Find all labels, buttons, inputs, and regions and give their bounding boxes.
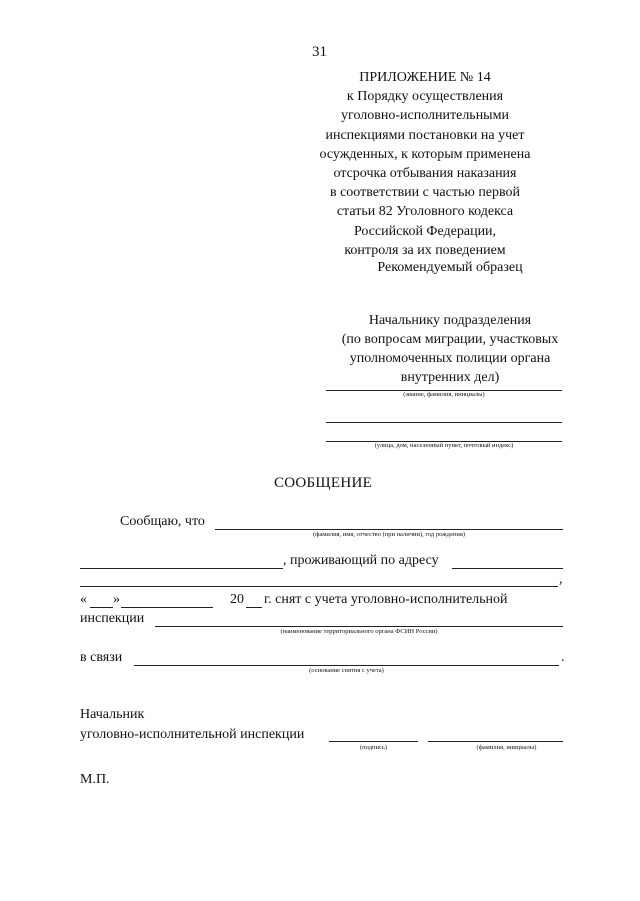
recipient-line: внутренних дел)	[400, 370, 500, 385]
removal-text: г. снят с учета уголовно-исполнительной	[264, 592, 508, 607]
living-text: , проживающий по адресу	[283, 553, 439, 568]
appendix-line: уголовно-исполнительными	[341, 108, 509, 124]
signer-name-caption: (фамилия, инициалы)	[476, 744, 537, 751]
signature-caption: (подпись)	[360, 744, 387, 751]
day-line[interactable]	[90, 607, 113, 608]
signature-title: Начальник	[80, 707, 145, 722]
appendix-header	[300, 68, 550, 260]
recipient-address-caption: (улица, дом, населенный пункт, почтовый индекс)	[374, 442, 514, 449]
reason-period: .	[561, 650, 565, 665]
appendix-line: осужденных, к которым применена	[319, 146, 531, 162]
quote-open: «	[80, 592, 87, 607]
address-line-1[interactable]	[452, 568, 563, 569]
signature-title-2: уголовно-исполнительной инспекции	[80, 727, 305, 742]
appendix-line: контроля за их поведением	[344, 242, 506, 258]
appendix-line: отсрочка отбывания наказания	[333, 166, 517, 182]
reason-line[interactable]	[134, 665, 559, 666]
address-line-2[interactable]	[80, 586, 558, 587]
document-title: СООБЩЕНИЕ	[273, 475, 373, 491]
reason-prefix: в связи	[80, 650, 123, 665]
appendix-title: ПРИЛОЖЕНИЕ № 14	[359, 70, 491, 85]
appendix-line: статьи 82 Уголовного кодекса	[336, 204, 514, 220]
inspection-word: инспекции	[80, 611, 145, 626]
person-caption: (фамилия, имя, отчество (при наличии), год рождения)	[312, 531, 465, 538]
address-comma: ,	[559, 572, 563, 587]
quote-close: »	[113, 592, 120, 607]
recipient-line: (по вопросам миграции, участковых	[341, 332, 559, 347]
appendix-line: инспекциями постановки на учет	[325, 127, 525, 143]
month-line[interactable]	[121, 607, 213, 608]
appendix-line: к Порядку осуществления	[346, 89, 504, 105]
sample-label: Рекомендуемый образец	[377, 260, 523, 275]
year-prefix: 20	[230, 592, 244, 607]
recipient-line: уполномоченных полиции органа	[349, 351, 551, 366]
person-continuation-line[interactable]	[80, 568, 283, 569]
report-prefix: Сообщаю, что	[120, 514, 205, 529]
appendix-line: в соответствии с частью первой	[329, 185, 521, 201]
recipient-line: Начальнику подразделения	[368, 313, 532, 328]
page-number: 31	[312, 44, 327, 60]
reason-caption: (основание снятия с учета)	[309, 667, 384, 674]
signer-name-line[interactable]	[428, 741, 563, 742]
year-line[interactable]	[246, 607, 262, 608]
recipient-block	[325, 311, 575, 387]
appendix-line: Российской Федерации,	[353, 223, 497, 239]
organ-caption: (наименование территориального органа ФСИН России)	[280, 628, 438, 635]
recipient-name-caption: (звание, фамилия, инициалы)	[403, 391, 485, 398]
recipient-address-line-1[interactable]	[326, 422, 562, 423]
signature-line[interactable]	[329, 741, 418, 742]
person-line[interactable]	[215, 529, 563, 530]
stamp-place: М.П.	[80, 772, 110, 787]
organ-line[interactable]	[155, 626, 563, 627]
